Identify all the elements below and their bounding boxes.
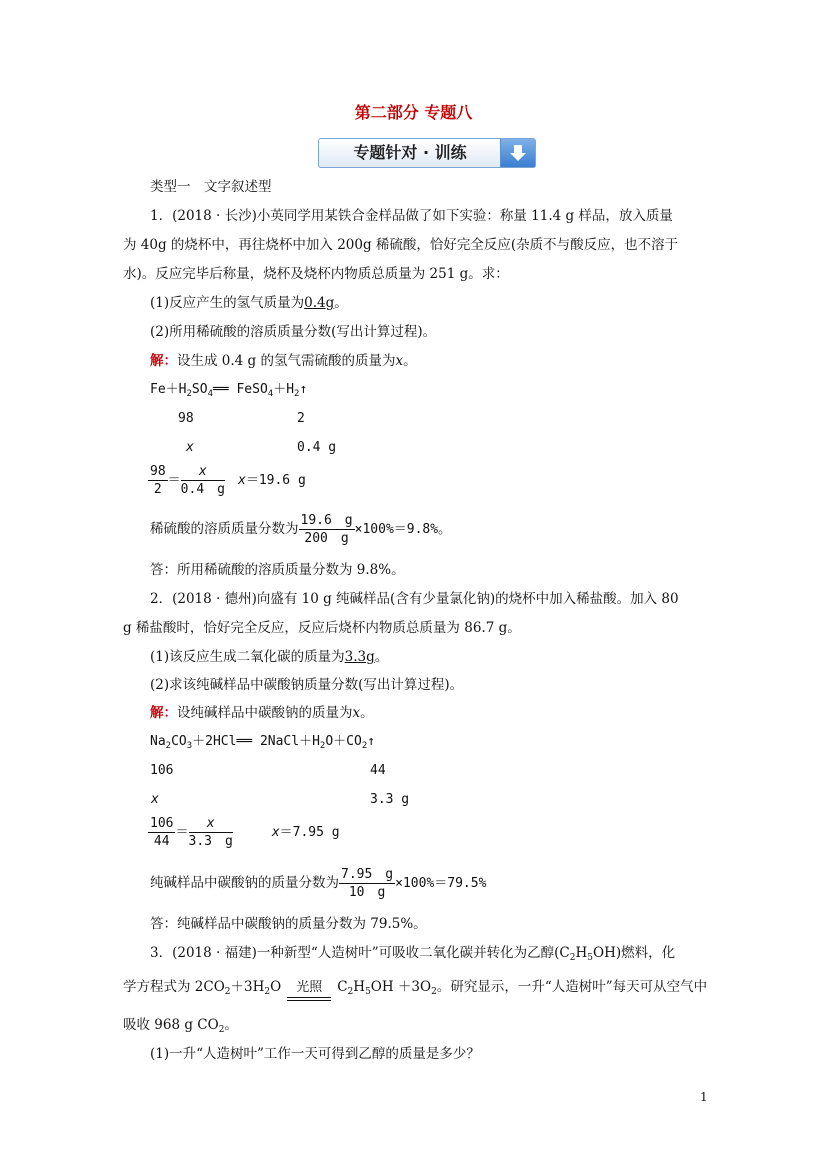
page-title: 第二部分 专题八 [354,103,473,122]
section-heading: 类型一 文字叙述型 [150,179,272,195]
q1-answer: 答：所用稀硫酸的溶质质量分数为 9.8%。 [150,562,405,578]
q1-solution: 解：设生成 0.4 g 的氢气需硫酸的质量为x。 [150,353,417,369]
q3-line: 学方程式为 $2CO_2+3H_2O$ 光照 $C_2H_5OH +3O_2$。研究显示，一升“人造树叶”每天可从空气中 [123,978,707,1001]
q1-sub1-answer: 0.4g [304,295,335,311]
banner-label: 专题针对 · 训练 [353,143,467,162]
q1-sub2: (2)所用稀硫酸的溶质质量分数(写出计算过程)。 [150,324,437,340]
q1-line: 1．(2018 · 长沙)小英同学用某铁合金样品做了如下实验：称量 11.4 g 样品，放入质量 [150,208,673,224]
q3-line: 3．(2018 · 福建)一种新型“人造树叶”可吸收二氧化碳并转化为乙醇$(C_2H_5OH)$燃料，化 [150,945,676,963]
q2-ratio-x: x [151,792,159,807]
q1-ratio-98: 98 [178,411,194,426]
q2-line: g 稀盐酸时，恰好完全反应，反应后烧杯内物质总质量为 86.7 g。 [123,620,521,636]
q1-line: 为 40g 的烧杯中，再往烧杯中加入 200g 稀硫酸，恰好完全反应(杂质不与酸反应，也不溶于 [123,237,679,253]
q1-equation: $Fe+H_2SO_4══$ $FeSO_4+H_2↑$ [150,382,308,399]
down-arrow-icon [500,139,535,167]
q2-percent: 纯碱样品中碳酸钠的质量分数为 $\frac{7.95 g}{10 g}$ ×100%＝79.5% [150,867,487,900]
q1-sub1: (1)反应产生的氢气质量为0.4g。 [150,295,348,311]
section-banner [318,138,536,168]
q2-answer: 答：纯碱样品中碳酸钠的质量分数为 79.5%。 [150,916,427,932]
q2-sub1: (1)该反应生成二氧化碳的质量为3.3g。 [150,649,389,665]
q2-equation: $Na_2CO_3+2HCl══$ $2NaCl+H_2O+CO_2↑$ [150,734,376,751]
q1-ratio-2: 2 [297,411,305,426]
q2-sub1-answer: 3.3g [344,649,375,665]
q1-ratio-x: x [186,440,194,455]
q2-ratio-mass: 3.3 g [370,792,410,807]
q3-sub1: (1)一升“人造树叶”工作一天可得到乙醇的质量是多少？ [150,1046,480,1062]
q2-ratio-106: 106 [150,763,174,778]
q2-line: 2．(2018 · 德州)向盛有 10 g 纯碱样品(含有少量氯化钠)的烧杯中加入稀盐酸。加入 80 [150,591,679,607]
q2-sub2: (2)求该纯碱样品中碳酸钠质量分数(写出计算过程)。 [150,677,464,693]
q2-ratio-44: 44 [370,763,386,778]
q1-line: 水)。反应完毕后称量，烧杯及烧杯内物质总质量为 251 g。求： [123,266,509,282]
reaction-condition: 光照 [287,981,331,1001]
q1-proportion: $\frac{98}{2}$ ＝ $\frac{x}{0.4 g}$ x＝19.6 g [150,464,306,497]
q3-line: 吸收 968 g $CO_2$。 [123,1017,238,1035]
q2-solution: 解：设纯碱样品中碳酸钠的质量为x。 [150,705,374,721]
page-number: 1 [700,1090,708,1104]
q1-ratio-mass: 0.4 g [297,440,337,455]
q1-percent: 稀硫酸的溶质质量分数为 $\frac{19.6 g}{200 g}$ ×100%＝9.8%。 [150,513,452,546]
q2-proportion: $\frac{106}{44}$ ＝ $\frac{x}{3.3 g}$ x＝7.95 g [150,816,340,849]
